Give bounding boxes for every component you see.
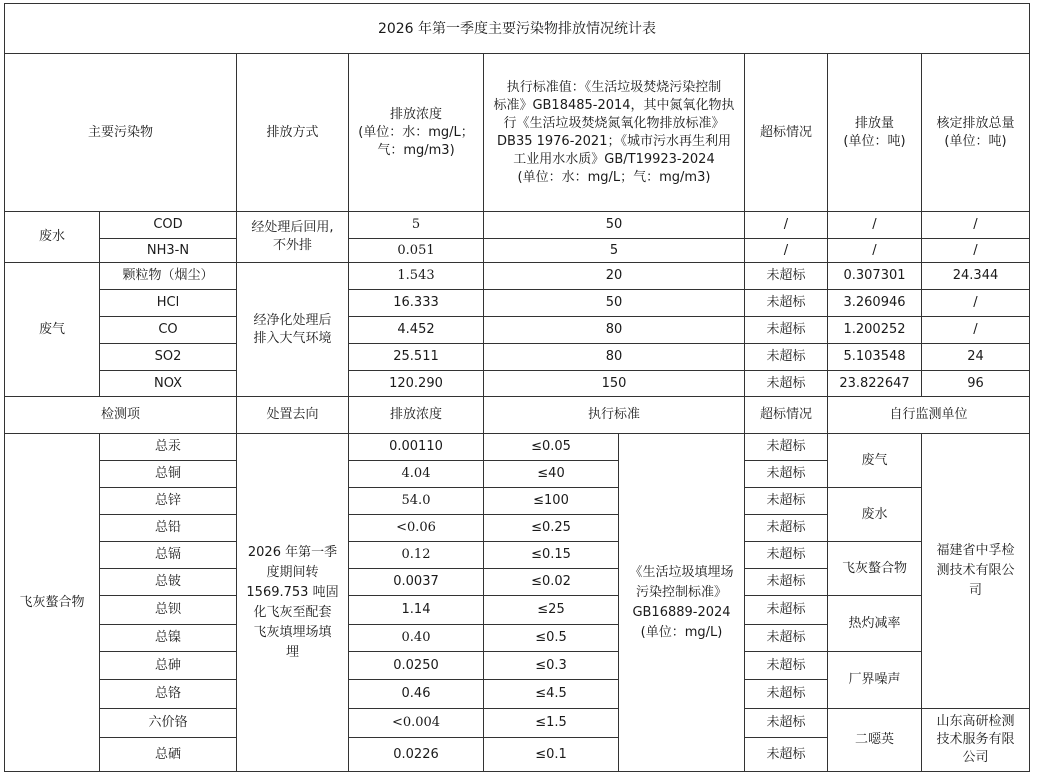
monitor-unit-line: 公司 [962, 750, 989, 765]
monitor-unit-fujian [922, 434, 1030, 709]
concentration-value: 5 [349, 212, 484, 239]
total-value: 24 [922, 344, 1030, 371]
flyash-item: 总铬 [100, 680, 237, 709]
flyash-standard-line: (单位：mg/L) [640, 624, 723, 640]
header-standard [484, 54, 745, 212]
flyash-item: 总镍 [100, 625, 237, 652]
amount-value: 23.822647 [828, 371, 922, 397]
concentration-value: 0.0250 [349, 652, 484, 680]
header-amount-line: 排放量 [854, 115, 894, 131]
limit-value: ≤0.3 [484, 652, 619, 680]
standard-value: 20 [484, 263, 745, 290]
pollutant-item: COD [100, 212, 237, 239]
table-row [5, 488, 1030, 515]
limit-value: ≤100 [484, 488, 619, 515]
table-row [5, 290, 1030, 317]
flyash-disposal-line: 埋 [285, 644, 299, 660]
exceed-status: 未超标 [745, 290, 828, 317]
concentration-value: 16.333 [349, 290, 484, 317]
exhaust-method-line: 经净化处理后 [253, 312, 332, 328]
limit-value: ≤25 [484, 596, 619, 625]
exceed-status: 未超标 [745, 263, 828, 290]
exceed-status: 未超标 [745, 625, 828, 652]
monitor-unit-line: 司 [968, 583, 982, 598]
flyash-standard-line: 污染控制标准》 [635, 584, 727, 600]
limit-value: ≤0.5 [484, 625, 619, 652]
header-standard-line: DB35 1976-2021；《城市污水再生利用 [497, 133, 731, 149]
monitor-unit-line: 福建省中孚检 [936, 543, 1015, 558]
amount-value: 1.200252 [828, 317, 922, 344]
table-row [5, 317, 1030, 344]
exceed-status: / [745, 212, 828, 239]
flyash-category: 飞灰螯合物 [5, 434, 100, 772]
flyash-disposal-line: 飞灰填埋场填 [253, 624, 332, 640]
header-standard-line: 行《生活垃圾焚烧氮氧化物排放标准》 [503, 115, 725, 131]
header-exceed: 超标情况 [745, 54, 828, 212]
header-standard-line: 执行标准值：《生活垃圾焚烧污染控制 [506, 79, 722, 95]
table-row [5, 596, 1030, 625]
flyash-disposal [237, 434, 349, 772]
limit-value: ≤40 [484, 461, 619, 488]
standard-value: 80 [484, 344, 745, 371]
header-standard-line: 标准》GB18485-2014，其中氮氧化物执 [493, 97, 735, 113]
concentration-value: 1.14 [349, 596, 484, 625]
table-row [5, 434, 1030, 461]
concentration-value: 25.511 [349, 344, 484, 371]
exceed-status: 未超标 [745, 488, 828, 515]
header2-concentration: 排放浓度 [349, 397, 484, 434]
header-concentration-line: 排放浓度 [389, 106, 442, 122]
wastewater-method-line: 不外排 [272, 238, 312, 253]
concentration-value: 54.0 [349, 488, 484, 515]
exceed-status: / [745, 239, 828, 263]
total-value: / [922, 239, 1030, 263]
pollutant-emission-table [4, 3, 1030, 772]
standard-value: 150 [484, 371, 745, 397]
amount-value: 5.103548 [828, 344, 922, 371]
standard-value: 50 [484, 212, 745, 239]
concentration-value: 0.051 [349, 239, 484, 263]
concentration-value: <0.06 [349, 515, 484, 542]
total-value: / [922, 317, 1030, 344]
pollutant-item: NOX [100, 371, 237, 397]
concentration-value: 0.12 [349, 542, 484, 569]
header-pollutant: 主要污染物 [5, 54, 237, 212]
monitor-item-ignition-loss: 热灼减率 [828, 596, 922, 652]
concentration-value: 0.0037 [349, 569, 484, 596]
monitor-unit-line: 技术服务有限 [936, 732, 1015, 747]
header-total-line: 核定排放总量 [936, 115, 1015, 131]
limit-value: ≤1.5 [484, 709, 619, 738]
limit-value: ≤0.15 [484, 542, 619, 569]
flyash-disposal-line: 1569.753 吨固 [246, 584, 339, 600]
header2-item: 检测项 [5, 397, 237, 434]
concentration-value: 4.04 [349, 461, 484, 488]
pollutant-item: 颗粒物（烟尘） [100, 263, 237, 290]
wastewater-category: 废水 [5, 212, 100, 263]
table-row [5, 371, 1030, 397]
concentration-value: 0.0226 [349, 738, 484, 772]
exhaust-method [237, 263, 349, 397]
exceed-status: 未超标 [745, 652, 828, 680]
table-row [5, 652, 1030, 680]
flyash-item: 总砷 [100, 652, 237, 680]
flyash-disposal-line: 化飞灰至配套 [253, 604, 332, 620]
table-row [5, 709, 1030, 738]
wastewater-method-line: 经处理后回用, [251, 220, 334, 235]
concentration-value: 1.543 [349, 263, 484, 290]
concentration-value: 0.46 [349, 680, 484, 709]
table-row [5, 239, 1030, 263]
monitor-item-noise: 厂界噪声 [828, 652, 922, 709]
header-standard-line: (单位：水：mg/L；气：mg/m3) [517, 169, 711, 185]
exceed-status: 未超标 [745, 738, 828, 772]
header-concentration-line: (单位：水：mg/L； [358, 124, 474, 140]
flyash-disposal-line: 2026 年第一季 [247, 544, 338, 560]
amount-value: / [828, 212, 922, 239]
concentration-value: <0.004 [349, 709, 484, 738]
total-value: / [922, 212, 1030, 239]
total-value: 24.344 [922, 263, 1030, 290]
amount-value: 3.260946 [828, 290, 922, 317]
table-row [5, 542, 1030, 569]
limit-value: ≤0.05 [484, 434, 619, 461]
flyash-item: 总铅 [100, 515, 237, 542]
header-amount-line: (单位：吨) [843, 133, 906, 149]
amount-value: 0.307301 [828, 263, 922, 290]
limit-value: ≤4.5 [484, 680, 619, 709]
pollutant-item: SO2 [100, 344, 237, 371]
flyash-item: 六价铬 [100, 709, 237, 738]
flyash-item: 总铍 [100, 569, 237, 596]
exceed-status: 未超标 [745, 569, 828, 596]
exhaust-category: 废气 [5, 263, 100, 397]
concentration-value: 0.40 [349, 625, 484, 652]
standard-value: 50 [484, 290, 745, 317]
exceed-status: 未超标 [745, 596, 828, 625]
header-concentration-line: 气：mg/m3) [377, 142, 455, 158]
flyash-item: 总镉 [100, 542, 237, 569]
flyash-item: 总汞 [100, 434, 237, 461]
header-concentration [349, 54, 484, 212]
flyash-item: 总钡 [100, 596, 237, 625]
exceed-status: 未超标 [745, 461, 828, 488]
table-title: 2026 年第一季度主要污染物排放情况统计表 [5, 4, 1030, 54]
flyash-standard [619, 434, 745, 772]
exceed-status: 未超标 [745, 515, 828, 542]
exhaust-method-line: 排入大气环境 [253, 330, 332, 346]
exceed-status: 未超标 [745, 317, 828, 344]
amount-value: / [828, 239, 922, 263]
total-value: / [922, 290, 1030, 317]
flyash-item: 总铜 [100, 461, 237, 488]
monitor-item-dioxin: 二噁英 [828, 709, 922, 772]
limit-value: ≤0.1 [484, 738, 619, 772]
monitor-item-wastewater: 废水 [828, 488, 922, 542]
concentration-value: 0.00110 [349, 434, 484, 461]
standard-value: 80 [484, 317, 745, 344]
pollutant-item: NH3-N [100, 239, 237, 263]
flyash-item: 总锌 [100, 488, 237, 515]
header2-standard: 执行标准 [484, 397, 745, 434]
header-total-line: (单位：吨) [944, 133, 1007, 149]
exceed-status: 未超标 [745, 542, 828, 569]
pollutant-item: CO [100, 317, 237, 344]
table-row [5, 344, 1030, 371]
table-row [5, 212, 1030, 239]
pollutant-item: HCl [100, 290, 237, 317]
header2-monitor: 自行监测单位 [828, 397, 1030, 434]
total-value: 96 [922, 371, 1030, 397]
exceed-status: 未超标 [745, 344, 828, 371]
exceed-status: 未超标 [745, 434, 828, 461]
table-row [5, 263, 1030, 290]
limit-value: ≤0.02 [484, 569, 619, 596]
monitor-item-exhaust: 废气 [828, 434, 922, 488]
monitor-unit-line: 山东高研检测 [936, 714, 1015, 729]
header2-exceed: 超标情况 [745, 397, 828, 434]
flyash-standard-line: GB16889-2024 [632, 604, 731, 620]
concentration-value: 4.452 [349, 317, 484, 344]
limit-value: ≤0.25 [484, 515, 619, 542]
header-method: 排放方式 [237, 54, 349, 212]
header-amount [828, 54, 922, 212]
monitor-item-flyash: 飞灰螯合物 [828, 542, 922, 596]
exceed-status: 未超标 [745, 680, 828, 709]
standard-value: 5 [484, 239, 745, 263]
header-standard-line: 工业用水水质》GB/T19923-2024 [513, 151, 715, 167]
header-total [922, 54, 1030, 212]
monitor-unit-shandong [922, 709, 1030, 772]
wastewater-method [237, 212, 349, 263]
concentration-value: 120.290 [349, 371, 484, 397]
header2-disposal: 处置去向 [237, 397, 349, 434]
monitor-unit-line: 测技术有限公 [936, 563, 1015, 578]
exceed-status: 未超标 [745, 371, 828, 397]
flyash-item: 总硒 [100, 738, 237, 772]
flyash-standard-line: 《生活垃圾填埋场 [629, 564, 734, 580]
flyash-disposal-line: 度期间转 [266, 564, 319, 580]
exceed-status: 未超标 [745, 709, 828, 738]
